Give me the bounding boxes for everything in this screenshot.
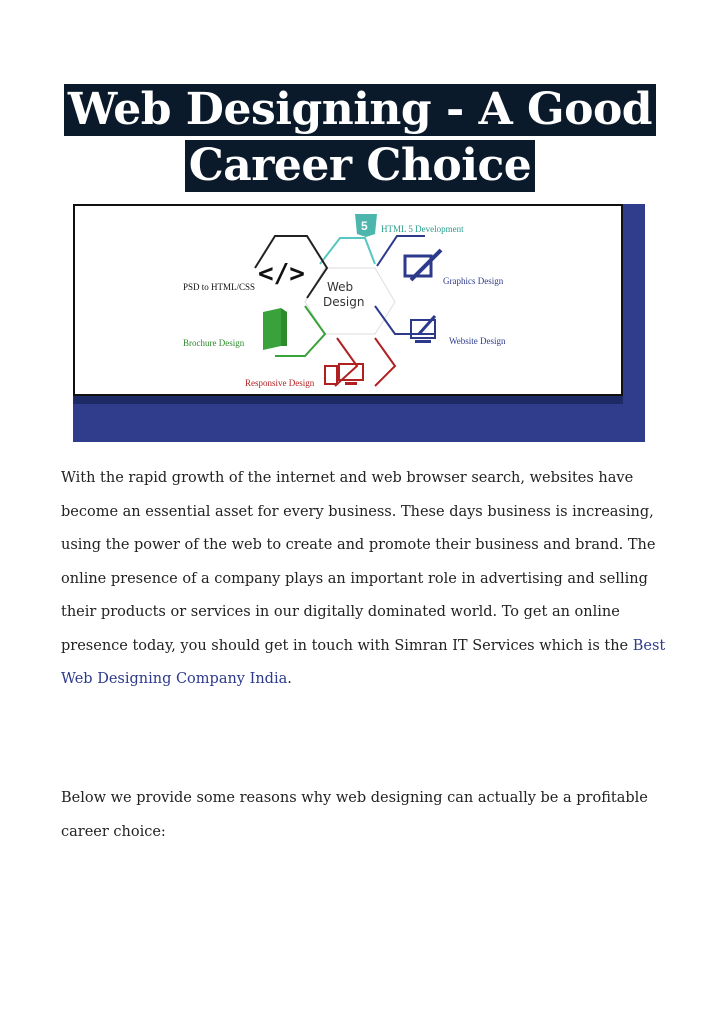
label-html5: HTML 5 Development: [381, 224, 464, 234]
brochure-icon: [263, 308, 281, 350]
label-brochure: Brochure Design: [183, 338, 245, 348]
center-label-design: Design: [323, 295, 365, 309]
title-line-2: Career Choice: [185, 140, 536, 192]
center-label-web: Web: [327, 280, 354, 294]
responsive-base-icon: [345, 382, 357, 385]
website-stand-icon: [415, 340, 431, 343]
connector-center-bottom: [375, 338, 395, 386]
paragraph-line: online presence of a company plays an important role in advertising and selling: [61, 570, 648, 587]
responsive-tablet-icon: [325, 366, 337, 384]
label-psd: PSD to HTML/CSS: [183, 282, 256, 292]
svg-text:5: 5: [361, 219, 368, 233]
paragraph-line: With the rapid growth of the internet and web browser search, websites have: [61, 470, 634, 486]
paragraph-line: become an essential asset for every business. These days business is increasing,: [61, 503, 654, 520]
paragraph-period: .: [287, 671, 292, 687]
paragraph-line: [61, 630, 666, 664]
label-graphics: Graphics Design: [443, 276, 504, 286]
company-link[interactable]: Web Designing Company India: [61, 671, 288, 687]
page-title: [0, 84, 720, 192]
reasons-paragraph: [61, 782, 661, 849]
brochure-page-icon: [281, 308, 287, 346]
paragraph-text: presence today, you should get in touch with Simran IT Services which is the: [61, 637, 633, 654]
infographic-shadow: [73, 396, 623, 404]
best-link[interactable]: Best: [632, 637, 666, 654]
web-design-infographic: [73, 204, 645, 442]
website-pen-icon: [419, 316, 435, 334]
paragraph-line: their products or services in our digitally dominated world. To get an online: [61, 604, 620, 620]
paragraph-line: Below we provide some reasons why web designing can actually be a profitable: [61, 790, 648, 806]
label-website: Website Design: [449, 336, 506, 346]
infographic-panel: [73, 204, 623, 396]
paragraph-line: using the power of the web to create and promote their business and brand. The: [61, 537, 656, 553]
connector-html5: [320, 238, 375, 264]
paragraph-line: career choice:: [61, 823, 166, 840]
paragraph-line: [61, 663, 661, 697]
label-responsive: Responsive Design: [245, 378, 315, 388]
title-line-1: Web Designing - A Good: [64, 84, 656, 136]
intro-paragraph: [61, 462, 666, 697]
connector-graphics: [377, 236, 425, 266]
code-icon: </>: [258, 259, 305, 289]
